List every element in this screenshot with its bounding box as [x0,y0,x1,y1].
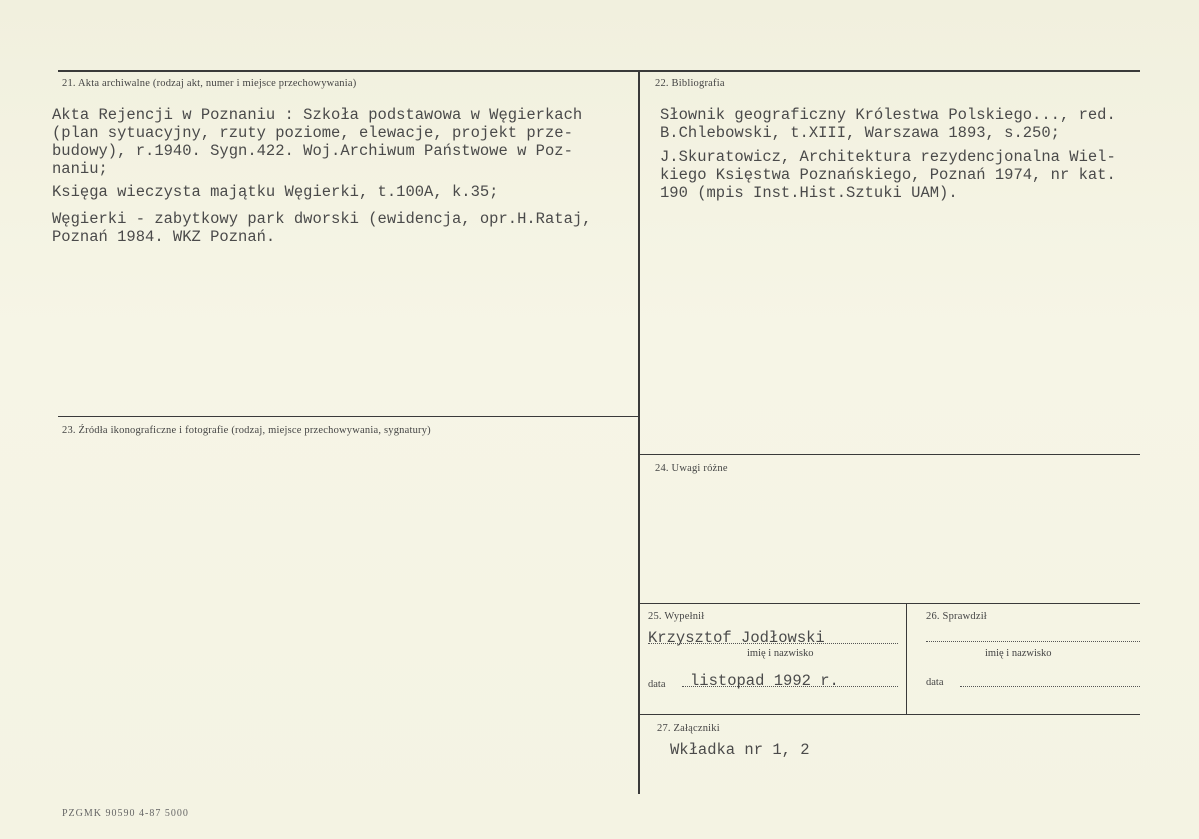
checked-by-date-label: data [926,677,944,688]
section-27-header: 27. Załączniki [657,723,720,734]
checked-by-name-line [926,641,1140,642]
section-21-line-4: naniu; [52,160,108,178]
filled-by-name: Krzysztof Jodłowski [648,629,825,647]
rule-section-24 [639,454,1140,455]
rule-section-27 [639,714,1140,715]
filled-by-name-caption: imię i nazwisko [747,648,814,659]
section-21-line-7: Poznań 1984. WKZ Poznań. [52,228,276,246]
attachments-value: Wkładka nr 1, 2 [670,741,810,759]
print-code: PZGMK 90590 4-87 5000 [62,808,189,819]
filled-by-date: listopad 1992 r. [690,672,839,690]
divider-25-26 [906,604,907,714]
filled-by-date-line [682,686,898,687]
section-22-line-5: 190 (mpis Inst.Hist.Sztuki UAM). [660,184,958,202]
section-21-line-6: Węgierki - zabytkowy park dworski (ewidencja, opr.H.Rataj, [52,210,592,228]
checked-by-date-line [960,686,1140,687]
section-21-line-1: Akta Rejencji w Poznaniu : Szkoła podstawowa w Węgierkach [52,106,583,124]
section-25-header: 25. Wypełnił [648,611,705,622]
section-22-line-1: Słownik geograficzny Królestwa Polskiego..., red. [660,106,1116,124]
top-rule [58,70,1140,72]
rule-section-23 [58,416,639,417]
section-22-line-4: kiego Księstwa Poznańskiego, Poznań 1974, nr kat. [660,166,1116,184]
section-22-header: 22. Bibliografia [655,78,725,89]
section-22-line-3: J.Skuratowicz, Architektura rezydencjonalna Wiel- [660,148,1116,166]
section-23-header: 23. Źródła ikonograficzne i fotografie (rodzaj, miejsce przechowywania, sygnatury) [62,425,431,436]
center-divider [638,72,640,794]
section-26-header: 26. Sprawdził [926,611,987,622]
section-21-line-3: budowy), r.1940. Sygn.422. Woj.Archiwum Państwowe w Poz- [52,142,573,160]
section-24-header: 24. Uwagi różne [655,463,728,474]
section-21-header: 21. Akta archiwalne (rodzaj akt, numer i miejsce przechowywania) [62,78,357,89]
rule-section-25 [639,603,1140,604]
filled-by-name-line [648,643,898,644]
section-21-line-5: Księga wieczysta majątku Węgierki, t.100A, k.35; [52,183,499,201]
section-21-line-2: (plan sytuacyjny, rzuty poziome, elewacje, projekt prze- [52,124,573,142]
section-22-line-2: B.Chlebowski, t.XIII, Warszawa 1893, s.250; [660,124,1060,142]
filled-by-date-label: data [648,679,666,690]
checked-by-name-caption: imię i nazwisko [985,648,1052,659]
